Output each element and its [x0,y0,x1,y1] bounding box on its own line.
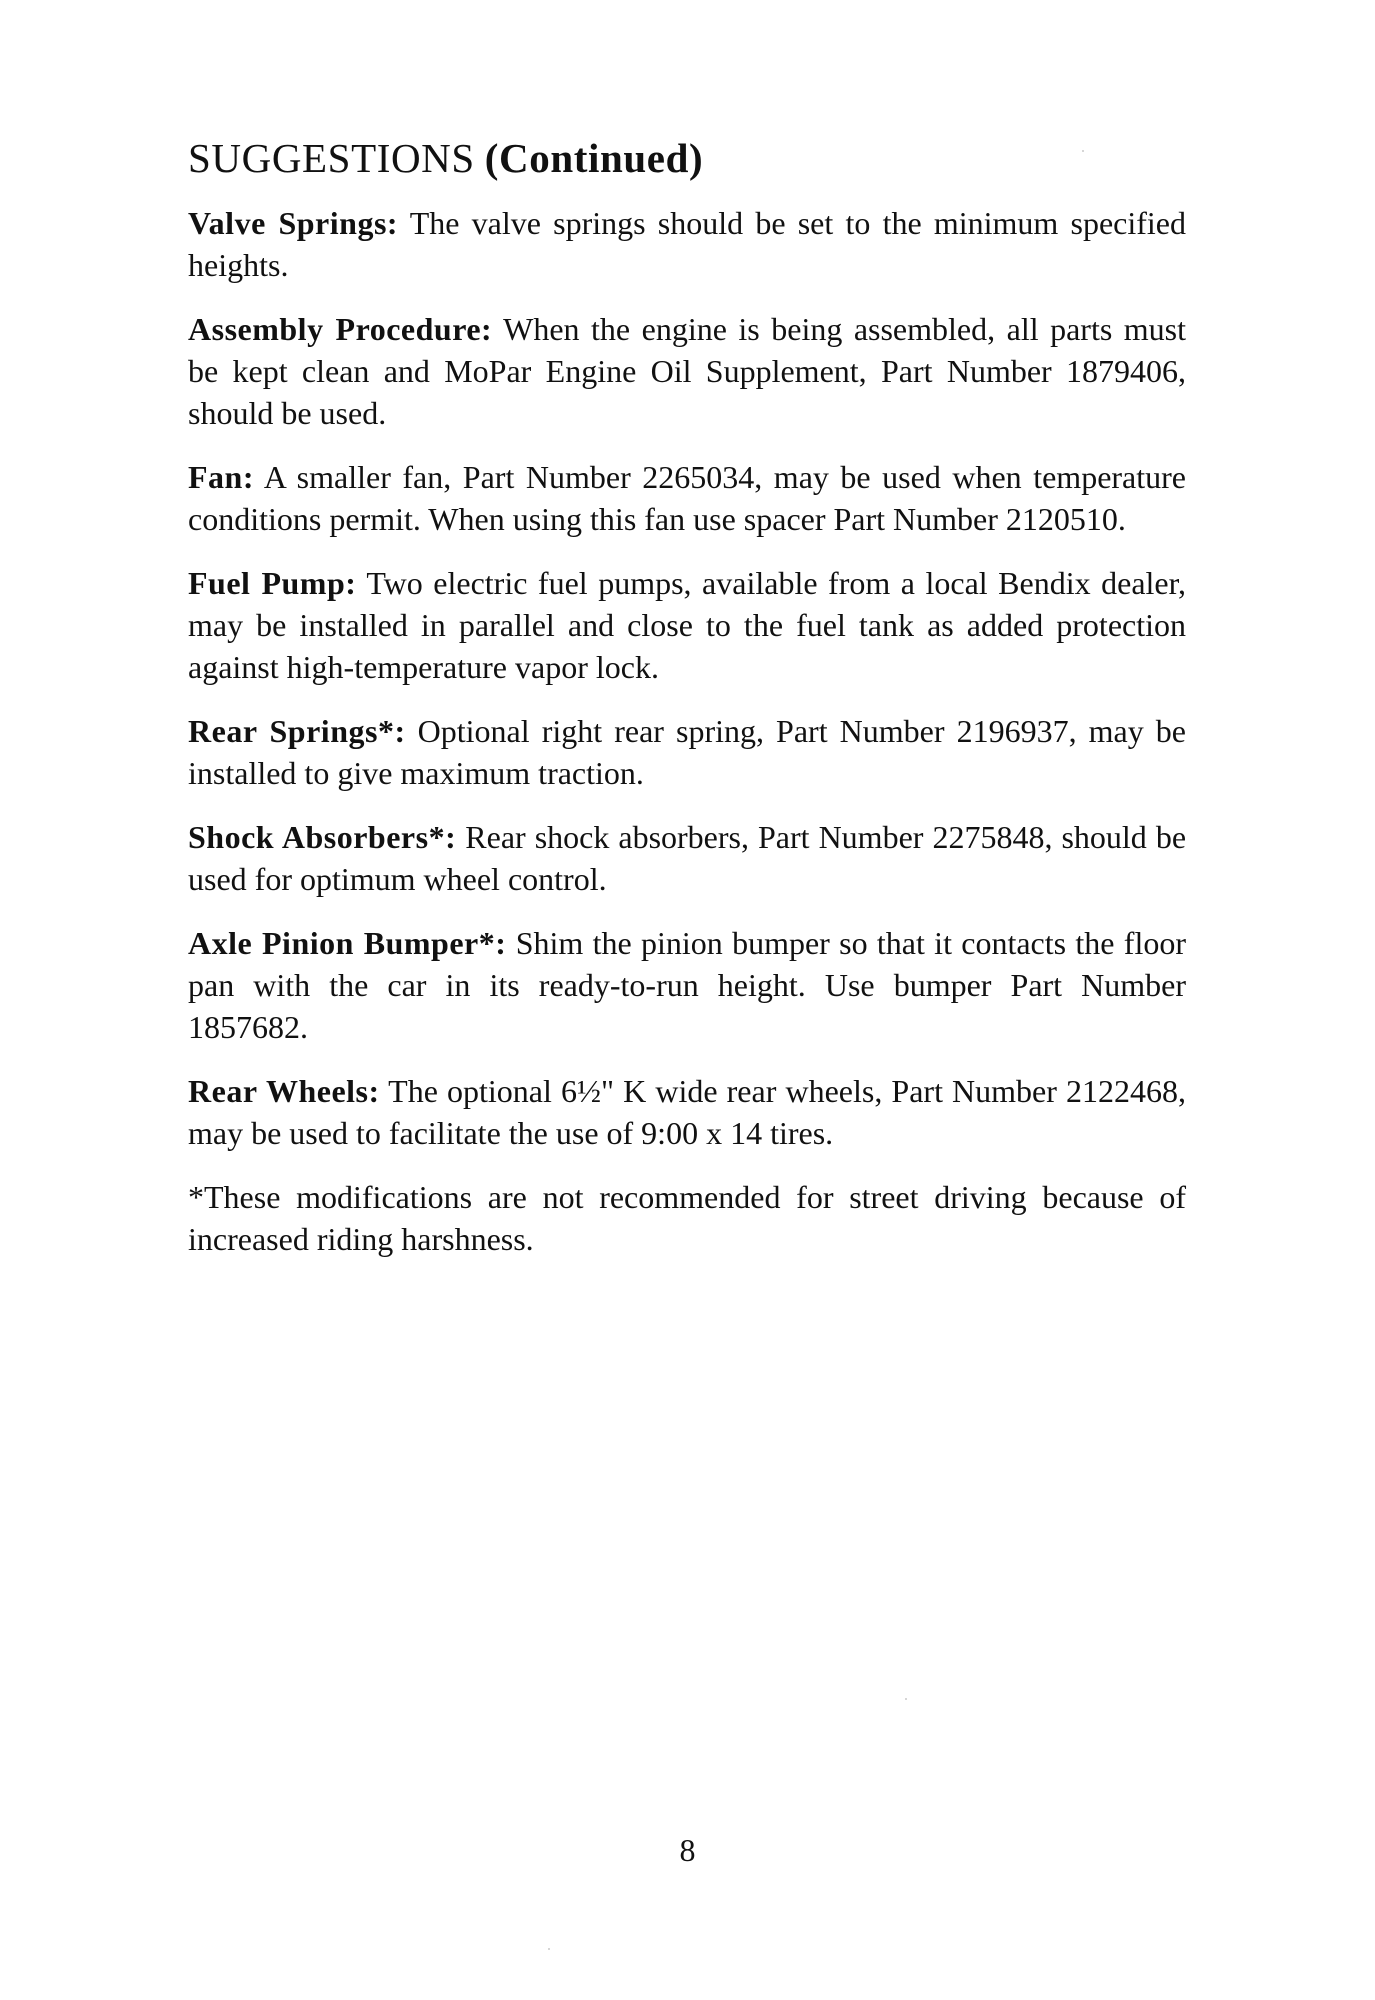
entry-text: A smaller fan, Part Number 2265034, may be used when temperature conditions permit. When using this fan use spacer Part Number 2120510. [188,459,1187,537]
heading-continued: (Continued) [484,135,704,181]
page-heading [188,132,1186,184]
entry-rear-wheels [188,1070,1186,1154]
entry-term: Axle Pinion Bumper*: [188,925,507,961]
scan-speck [548,1948,550,1950]
entry-fuel-pump [188,562,1186,688]
entry-text: Two electric fuel pumps, available from a local Bendix dealer, may be installed in parallel and close to the fuel tank as added protection against high-temperature vapor lock. [188,565,1187,685]
entry-term: Fan: [188,459,254,495]
entry-term: Assembly Procedure: [188,311,493,347]
entry-term: Rear Springs*: [188,713,406,749]
entry-text: Optional right rear spring, Part Number 2196937, may be installed to give maximum traction. [188,713,1186,791]
entry-assembly-procedure [188,308,1186,434]
scan-speck [905,1698,907,1700]
entry-text: When the engine is being assembled, all parts must be kept clean and MoPar Engine Oil Supplement, Part Number 1879406, should be used. [188,311,1187,431]
entry-axle-pinion-bumper [188,922,1186,1048]
entry-term: Shock Absorbers*: [188,819,457,855]
entry-term: Fuel Pump: [188,565,357,601]
heading-title: SUGGESTIONS [188,135,475,181]
entry-term: Rear Wheels: [188,1073,380,1109]
entry-text: The optional 6½" K wide rear wheels, Part Number 2122468, may be used to facilitate the use of 9:00 x 14 tires. [188,1073,1186,1151]
entry-term: Valve Springs: [188,205,399,241]
scan-speck [1082,150,1084,152]
entry-text: Shim the pinion bumper so that it contacts the floor pan with the car in its ready-to-run height. Use bumper Part Number 1857682. [188,925,1187,1045]
entry-text: Rear shock absorbers, Part Number 2275848, should be used for optimum wheel control. [188,819,1187,897]
entry-fan [188,456,1186,540]
entry-rear-springs [188,710,1186,794]
footnote: *These modifications are not recommended for street driving because of increased riding harshness. [188,1179,1186,1257]
entry-text: The valve springs should be set to the minimum specified heights. [188,205,1187,283]
page-content [188,132,1186,1260]
entry-valve-springs [188,202,1186,286]
entry-shock-absorbers [188,816,1186,900]
page-number: 8 [679,1832,696,1868]
